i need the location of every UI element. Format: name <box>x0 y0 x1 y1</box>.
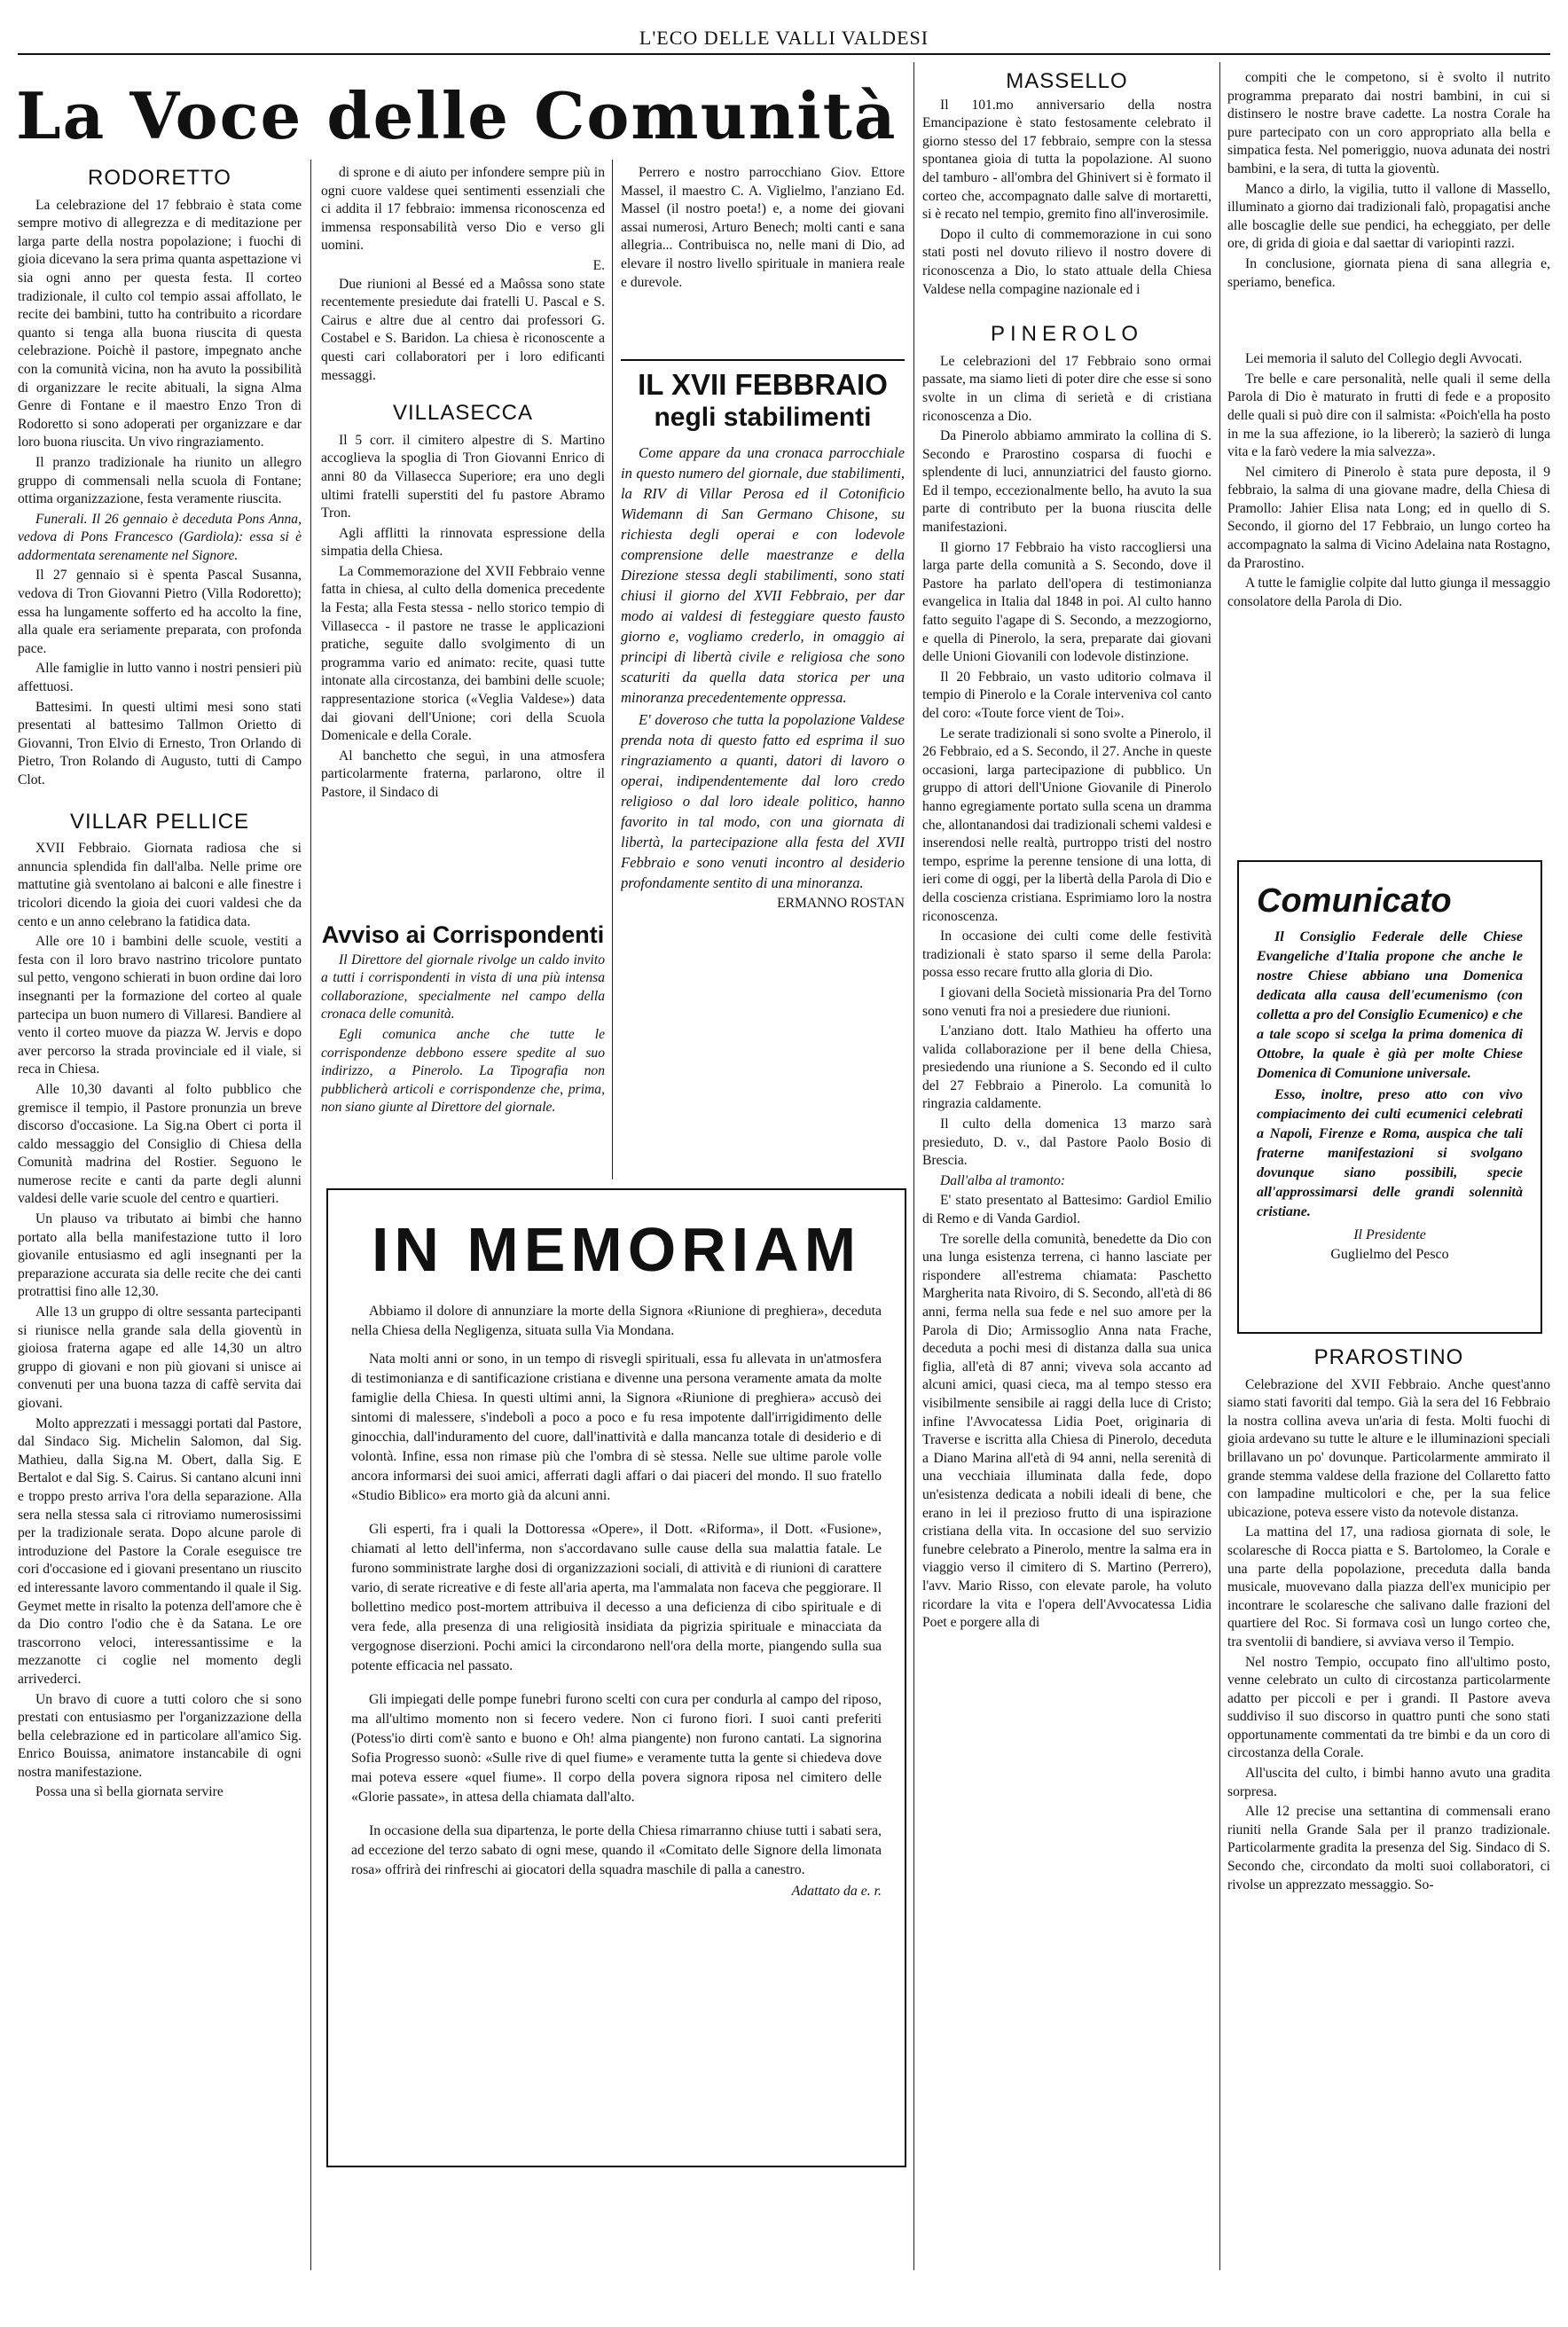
memoriam-box <box>326 1188 906 2167</box>
section-title-massello: MASSELLO <box>1006 69 1128 93</box>
paragraph: Tre sorelle della comunità, benedette da Dio con una lunga esistenza terrena, ci hanno lasciate per rispondere all'estrema chiamata: Paschetto Margherita nata Rivoiro, di S. Secondo, all'età di 86 anni, ferma nella sua fede e nel suo amore per la Parola di Dio; Armissoglio Anna nata Frache, deceduta a pochi mesi di distanza dalla sua unica figlia, all'età di 87 anni; viveva sola accanto ad alcuni amici, quasi cieca, ma al tempo stesso era visibilmente sensibile ai raggi della luce di Cristo; infine l'Avvocatessa Lidia Poet, originaria di Traverse e iscritta alla Chiesa di Pinerolo, deceduta a Diano Marina all'età di 94 anni, nella serenità di una vecchiaia illuminata dalla fede, dopo un'esistenza dedicata a nobili ideali di bene, che erano in lei il prezioso frutto di una ispirazione cristiana della vita. In occasione del suo servizio funebre celebrato a Pinerolo, mentre la salma era in viaggio verso il cimitero di S. Martino (Perrero), l'avv. Mario Risso, con elevate parole, ha voluto ricordare la vita e l'opera dell'Avvocatessa Lidia Poet e porgere alla di <box>922 1231 1211 1631</box>
paragraph: Il 101.mo anniversario della nostra Emancipazione è stato festosamente celebrato il giorno stesso del 17 febbraio, sempre con la stessa spontanea gioia di tutta la popolazione. Al suono del tamburo - all'ombra del Ghinivert si è formato il corteo che, accompagnato dalle salve di mortaretti, si è recato nel tempio, gremito fino all'inverosimile. <box>922 97 1211 223</box>
paragraph: Alle 13 un gruppo di oltre sessanta partecipanti si riunisce nella grande sala della gioventù in gioiosa fraterna agape ed alle 14,30 un altro gruppo di giovani e non più giovani si unisce ai convenuti per una buona tazza di caffè servita dai giovani. <box>18 1305 302 1411</box>
febbraio-article <box>621 359 905 1181</box>
paragraph: I giovani della Società missionaria Pra del Torno sono venuti fra noi a presiedere due riunioni. <box>922 984 1211 1019</box>
memoriam-body <box>328 1302 905 1901</box>
column-rule <box>1219 62 1220 2270</box>
paragraph: Un plauso va tributato ai bimbi che hanno portato alla bella manifestazione tutto il loro giovanile entusiasmo ed agli insegnanti per la preparazione accurata sia delle recite che dei canti protrattisi fino alle 12,30. <box>18 1211 302 1300</box>
column-2 <box>321 164 605 918</box>
paragraph: Esso, inoltre, preso atto con vivo compiacimento dei culti ecumenici celebrati a Napoli, Firenze e Roma, auspica che tali fraterne manifestazioni si svolgano dovunque siano possibili, specie all'approssimarsi delle grandi solennità cristiane. <box>1257 1087 1523 1219</box>
paragraph: In occasione dei culti come delle festività tradizionali è stato sparso il seme della Parola: possa esso recare frutto alla gloria di Dio. <box>922 928 1211 981</box>
paragraph: Nel cimitero di Pinerolo è stata pure deposta, il 9 febbraio, la salma di una giovane madre, della Chiesa di Pramollo: Jahier Elisa nata Long; ed in quello di S. Secondo, il giorno del 17 Febbraio, un lungo corteo ha accompagnato la salma di Vicino Adelaina nata Rostagno, da Prarostino. <box>1227 464 1550 571</box>
paragraph: Come appare da una cronaca parrocchiale in questo numero del giornale, due stabilimenti, la RIV di Villar Perosa ed il Cotonificio Widemann di San Germano Chisone, su richiesta degli operai e con lodevole comprensione delle maestranze e della Direzione stessa degli stabilimenti, sono stati chiusi il giorno del XVII Febbraio, per dar modo ai valdesi di festeggiare questo fausto giorno e, vogliamo crederlo, in omaggio ai principi di libertà civile e religiosa che sono scaturiti da quella data storica per una minoranza precedentemente oppressa. <box>621 444 905 706</box>
paragraph: Le serate tradizionali si sono svolte a Pinerolo, il 26 Febbraio, ed a S. Secondo, il 27. Anche in queste occasioni, larga partecipazione di pubblico. Un gruppo di attori dell'Unione Giovanile di Pinerolo hanno egregiamente portato sulla scena un dramma che, allontanandosi dai tradizionali schemi valdesi e inserendosi nelle realtà, purtroppo tristi del nostro tempo, esprime la perenne tensione di una lotta, di ieri come di oggi, per la libertà della Parola di Dio e della coscienza cristiana. Esprimiamo loro la nostra riconoscenza. <box>922 725 1211 924</box>
paragraph: All'uscita del culto, i bimbi hanno avuto una gradita sorpresa. <box>1227 1766 1550 1799</box>
page-headline: La Voce delle Comunità <box>16 78 898 153</box>
paragraph: Dall'alba al tramonto: <box>940 1172 1066 1188</box>
paragraph: Il culto della domenica 13 marzo sarà presieduto, D. v., dal Pastore Paolo Bosio di Brescia. <box>922 1116 1211 1169</box>
paragraph: Il Direttore del giornale rivolge un caldo invito a tutti i corrispondenti in vista di una più intensa collaborazione, specialmente nel campo della cronaca delle comunità. <box>321 952 605 1022</box>
avviso-title: Avviso ai Corrispondenti <box>321 922 605 948</box>
paragraph: Battesimi. In questi ultimi mesi sono stati presentati al battesimo Tallmon Orietto di Giovanni, Tron Elvio di Ernesto, Tron Orlando di Pietro, Tron Rolando di Augusto, tutti di Campo Clot. <box>18 699 302 787</box>
paragraph: Il 20 Febbraio, un vasto uditorio colmava il tempio di Pinerolo e la Corale interveniva col canto del coro: «Toute force vient de Toi». <box>922 669 1211 721</box>
paragraph: Le celebrazioni del 17 Febbraio sono ormai passate, ma siamo lieti di poter dire che esse si sono svolte in un clima di serietà e di cristiana riconoscenza a Dio. <box>922 353 1211 424</box>
section-title-pinerolo: PINEROLO <box>990 322 1144 347</box>
column-rule <box>310 160 311 2270</box>
paragraph: Alle famiglie in lutto vanno i nostri pensieri più affettuosi. <box>18 661 302 695</box>
masthead: L'ECO DELLE VALLI VALDESI <box>18 27 1550 55</box>
column-rule <box>913 62 914 2270</box>
paragraph: XVII Febbraio. Giornata radiosa che si annuncia splendida fin dall'alba. Nelle prime ore mattutine già sventolano ai balconi e alle finestre i tricolori dicendo la gioia dei cuori valdesi che da cento e un anno celebrano la fatidica data. <box>18 841 302 929</box>
prarostino-article <box>1227 1344 1550 2275</box>
paragraph: Manco a dirlo, la vigilia, tutto il vallone di Massello, illuminato a giorno dai tradizionali falò, propagatisi anche alle boscaglie delle sue pendici, ha echeggiato, per delle ore, di grida di gioia e dal saettar di variopinti razzi. <box>1227 181 1550 252</box>
paragraph: Alle ore 10 i bambini delle scuole, vestiti a festa con il loro bravo nastrino tricolore puntato sul petto, vengono schierati in buon ordine dai loro insegnanti per la formazione del corteo al quale partecipa un buon numero di Villaresi. Bandiere al vento il corteo muove da piazza W. Jervis e dopo aver percorso la strada provinciale ed il viale, si reca in Chiesa. <box>18 934 302 1077</box>
paragraph: Alle 12 precise una settantina di commensali erano riuniti nella Grande Sala per il pranzo tradizionale. Particolarmente gradita la presenza del Sig. Sindaco di S. Secondo che, circondato da molti suoi collaboratori, ci rivolse un apprezzato messaggio. So- <box>1227 1804 1550 1892</box>
paragraph: La celebrazione del 17 febbraio è stata come sempre motivo di allegrezza e di meditazione per larga parte della nostra popolazione; i fuochi di gioia dicevano la sera prima quanta aspettazione vi sia ogni anno per questa festa. Il corteo tradizionale, il culto col tempio assai affollato, le recite dei bambini, tutto ha contribuito a ricordare quanto si tenga alla buona riuscita di questa celebrazione. Poichè il pastore, impegnato anche con la comunità vicina, non ha avuto la possibilità di organizzare le recite abituali, la signa Alma Genre di Fontane e il maestro Enzo Tron di Rodoretto si sono adoperati per organizzare e dar loro buona riuscita. Un vivo ringraziamento. <box>18 197 302 451</box>
paragraph: Molto apprezzati i messaggi portati dal Pastore, dal Sindaco Sig. Michelin Salomon, dal Sig. Mathieu, dalla Sig.na M. Obert, dalla Sig. E Bertalot e dal Sig. S. Cairus. Si cantano alcuni inni e troppo presto arriva l'ora della separazione. Alla sera nella stessa sala ci ritroviamo numerosissimi per la tradizionale serata. Dopo alcune parole di introduzione del Pastore la Corale eseguisce tre cori d'occasione ed i giovani presentano un riuscito ed interessante lavoro commentando il quale il Sig. Geymet mette in risalto la potenza dell'amore che è da Dio contro l'odio che è da Satana. Le ore trascorrono veloci, interessantissime e la mezzanotte ci coglie nel momento degli arrivederci. <box>18 1415 302 1687</box>
paragraph: Alle 10,30 davanti al folto pubblico che gremisce il tempio, il Pastore pronunzia un breve discorso d'occasione. La Sig.na Obert ci porta il caldo messaggio del Consiglio di Chiesa della Comunità madrina del Rostier. Seguono le numerose recite e canti da parte degli alunni valdesi delle varie scuole del centro e quartieri. <box>18 1081 302 1207</box>
signature-role: Il Presidente <box>1353 1227 1426 1242</box>
paragraph: L'anziano dott. Italo Mathieu ha offerto una valida collaborazione per il bene della Chiesa, presiedendo una riunione a S. Secondo ed il culto del 27 Febbraio a Pinerolo. La comunità lo ringrazia caldamente. <box>922 1023 1211 1112</box>
column-3 <box>621 164 905 350</box>
paragraph: La mattina del 17, una radiosa giornata di sole, le scolaresche di Rocca piatta e S. Bartolomeo, la Corale e una parte della popolazione, preceduta dalla banda musicale, muovevano dalla piazza dell'ex municipio per incontrare le scolaresche che salivano dalle frazioni del quartiere del Roc. Si formava così un lungo corteo che, tra sventolii di bandiere, si avviava verso il Tempio. <box>1227 1524 1550 1649</box>
paragraph: Agli afflitti la rinnovata espressione della simpatia della Chiesa. <box>321 525 605 560</box>
paragraph: In occasione della sua dipartenza, le porte della Chiesa rimarranno chiuse tutti i sabati sera, ad eccezione del terzo sabato di ogni mese, quando il «Comitato delle Signore della limonata rosa» offrirà dei rinfreschi ai giocatori della squadra maschile di palla a canestro. <box>351 1823 882 1877</box>
paragraph: Perrero e nostro parrocchiano Giov. Ettore Massel, il maestro C. A. Viglielmo, l'anziano Ed. Massel (il nostro poeta!) e, a nome dei giovani assai numerosi, Arturo Benech; molti canti e sana allegria... Contribuisca no, nelle mani di Dio, ad elevare il nostro livello spirituale in maniera reale e durevole. <box>621 165 905 290</box>
paragraph: Un bravo di cuore a tutti coloro che si sono prestati con entusiasmo per l'organizzazione della bella celebrazione ed in particolare all'amico Sig. Enrico Bouissa, animatore instancabile di ogni nostra manifestazione. <box>18 1691 302 1780</box>
signature: Adattato da e. r. <box>791 1884 882 1899</box>
paragraph: La Commemorazione del XVII Febbraio venne fatta in chiesa, al culto della domenica precedente la Festa; alla Festa stessa - nello storico tempio di Villasecca - il pastore ne trasse le applicazioni pratiche, seguite dallo svolgimento di un programma vario ed animato: recite, quasi tutte intonate alla circostanza, dei bambini delle scuole; rappresentazione storica («Veglia Valdese») data dai giovani dell'Unione; cori della Scuola Domenicale e della Corale. <box>321 563 605 744</box>
comunicato-box <box>1237 860 1542 1334</box>
avviso-block <box>321 922 605 1179</box>
column-1 <box>18 164 302 2275</box>
comunicato-title: Comunicato <box>1257 882 1452 920</box>
paragraph: Nel nostro Tempio, occupato fino all'ultimo posto, venne celebrato un culto di circostanza particolarmente adatto per piccoli e per i grandi. Il Pastore aveva suddiviso il suo discorso in quattro punti che sono stati opportunamente commentati da tre bimbi e da un coro di circostanza della Corale. <box>1227 1654 1550 1761</box>
signature: E. <box>592 257 605 273</box>
paragraph: Gli impiegati delle pompe funebri furono scelti con cura per condurla al campo del riposo, ma all'ultimo momento non si fecero vedere. Non ci furono fiori. I suoi canti preferiti (Potess'io dirti com'è santo e buono e Oh! alma piangente) non furono cantati. La signorina Sofia Progresso suonò: «Sulle rive di quel fiume» e veramente tutta la gente si chiedeva dove mai poteva essere «quel fiume». Il corpo della povera signora riposa nel cimitero delle «Glorie passate», in attesa della chiamata dall'alto. <box>351 1692 882 1805</box>
paragraph: Gli esperti, fra i quali la Dottoressa «Opere», il Dott. «Riforma», il Dott. «Fusione», chiamati al letto dell'inferma, non s'accordavano sulle cause della sua malattia fatale. Le furono somministrate larghe dosi di organizzazioni sociali, di attività e di riunioni di carattere vario, di serate ricreative e di feste all'aria aperta, ma l'ammalata non faceva che peggiorare. Il bollettino medico post-mortem attribuiva il decesso a una deficienza di cibo spirituale e di vera fede, alla presenza di una religiosità insidiata da pigrizia spirituale e minacciata da vergognose diserzioni. Pochi amici la circondarono nell'ora della morte, piangendo sulla sua potente efficacia nel passato. <box>351 1522 882 1673</box>
paragraph: Possa una sì bella giornata servire <box>35 1784 223 1800</box>
paragraph: di sprone e di aiuto per infondere sempre più in ogni cuore valdese quei sentimenti essenziali che ci addita il 17 febbraio: immensa riconoscenza ed immensa responsabilità verso Dio e verso gli uomini. <box>321 165 605 254</box>
paragraph: E' doveroso che tutta la popolazione Valdese prenda nota di questo fatto ed esprima il suo ringraziamento a quanti, datori di lavoro o operai, indipendentemente dal loro credo religioso o dal loro ideale politico, hanno favorito in tal modo, con una giornata di libertà, la partecipazione alla festa del XVII Febbraio e sono venuti incontro al desiderio profondamente sentito di una minoranza. <box>621 711 905 891</box>
column-5 <box>1227 69 1550 850</box>
signature-name: Guglielmo del Pesco <box>1330 1247 1449 1262</box>
paragraph: A tutte le famiglie colpite dal lutto giunga il messaggio consolatore della Parola di Dio. <box>1227 576 1550 609</box>
paragraph: Il giorno 17 Febbraio ha visto raccogliersi una larga parte della comunità a S. Secondo, dove il Pastore ha parlato dell'opera di testimonianza evangelica in Italia dal 1848 in poi. Al culto hanno fatto seguito l'agape di S. Secondo, a mezzogiorno, e quella di Pinerolo, la sera, preparate dai giovani delle Unioni Giovanili con lodevole distinzione. <box>922 539 1211 665</box>
section-title-villar-pellice: VILLAR PELLICE <box>69 809 250 834</box>
paragraph: Dopo il culto di commemorazione in cui sono stati posti nel dovuto rilievo il nostro dovere di riconoscenza a Dio, lo stato attuale della Chiesa Valdese nella compagine nazionale ed i <box>922 226 1211 297</box>
paragraph: Celebrazione del XVII Febbraio. Anche quest'anno siamo stati favoriti dal tempo. Già la sera del 16 Febbraio la nostra collina aveva un'aria di festa. Molti fuochi di gioia ardevano su tutte le alture e le illuminazioni speciali brillavano un po' dovunque. Particolarmente ammirato il grande stemma valdese della frazione del Collaretto fatto con lampadine multicolori e che, per la sua felice ubicazione, poteva essere visto da notevole distanza. <box>1227 1376 1550 1520</box>
paragraph: Nata molti anni or sono, in un tempo di risvegli spirituali, essa fu allevata in un'atmosfera di testimonianza e di santificazione cristiana e divenne una persona veramente amata da molte famiglie della Chiesa. In questi ultimi anni, la Signora «Riunione di preghiera» accusò dei sintomi di malessere, s'indebolì a poco a poco e fu resa impotente dall'irrigidimento delle ginocchia, dall'induramento del cuore, dall'inattività e dalla mancanza totale di desiderio e di volontà. Infine, essa non rimase più che l'ombra di sè stessa. Nelle sue ultime parole volle ancora informarsi dei suoi amici, afferrati dagli affari o dai piaceri del mondo. Il suo fratello «Studio Biblico» era morto già da alcuni anni. <box>351 1352 882 1503</box>
column-4 <box>922 69 1211 2277</box>
paragraph: Tre belle e care personalità, nelle quali il seme della Parola di Dio è maturato in frutti di fede e a proposito delle quali si può dire con il salmista: «Poich'ella ha posto in me la sua affezione, io la libererò; la sazierò di lunga vita e la farò vedere la mia salvezza». <box>1227 371 1550 460</box>
paragraph: Lei memoria il saluto del Collegio degli Avvocati. <box>1245 351 1523 367</box>
paragraph: Egli comunica anche che tutte le corrispondenze debbono essere spedite al suo indirizzo, a Pinerolo. La Tipografia non pubblicherà articoli e corrispondenze che, prima, non siano giunte al Direttore del giornale. <box>321 1026 605 1116</box>
paragraph: E' stato presentato al Battesimo: Gardiol Emilio di Remo e di Vanda Gardiol. <box>922 1193 1211 1227</box>
febbraio-subtitle: negli stabilimenti <box>654 403 872 432</box>
comunicato-body <box>1239 922 1541 1265</box>
paragraph: compiti che le competono, si è svolto il nutrito programma preparato dai nostri bambini, in cui si distinsero le nostre brave cadette. La nostra Corale ha pure partecipato con un coro appropriato alla bella e simpatica festa. Nel pomeriggio, nuova adunata dei nostri bambini, e la sera, di tutta la gioventù. <box>1227 70 1550 176</box>
paragraph: Abbiamo il dolore di annunziare la morte della Signora «Riunione di preghiera», deceduta nella Chiesa della Negligenza, situata sulla Via Mondana. <box>351 1304 882 1338</box>
signature: ERMANNO ROSTAN <box>777 896 905 911</box>
paragraph: Due riunioni al Bessé ed a Maôssa sono state recentemente presiedute dai fratelli U. Pascal e S. Cairus e altre due al centro dai professori G. Costabel e S. Baridon. La chiesa è riconoscente a questi cari collaboratori per i loro edificanti messaggi. <box>321 276 605 383</box>
section-title-prarostino: PRAROSTINO <box>1313 1345 1464 1369</box>
febbraio-title: IL XVII FEBBRAIO <box>638 368 888 401</box>
section-title-villasecca: VILLASECCA <box>392 401 534 426</box>
paragraph: In conclusione, giornata piena di sana allegria e, speriamo, benefica. <box>1227 255 1550 290</box>
section-title-rodoretto: RODORETTO <box>88 166 231 190</box>
paragraph: Il pranzo tradizionale ha riunito un allegro gruppo di commensali nella scuola di Fontane; ottima organizzazione, festa veramente riuscita. <box>18 454 302 507</box>
paragraph: Il 27 gennaio si è spenta Pascal Susanna, vedova di Tron Giovanni Pietro (Villa Rodoretto); essa ha lungamente sofferto ed ha accolto la fine, alla quale era seriamente preparata, con profonda pace. <box>18 568 302 656</box>
paragraph: Funerali. Il 26 gennaio è deceduta Pons Anna, vedova di Pons Francesco (Gardiola): essa si è addormentata serenamente nel Signore. <box>18 511 302 563</box>
paragraph: Il Consiglio Federale delle Chiese Evangeliche d'Italia propone che anche le nostre Chiese abbiano una Domenica dedicata alla causa dell'ecumenismo (con colletta a pro del Consiglio Ecumenico) e che a tale scopo si scelga la prima domenica di Ottobre, la quale è già per molte Chiese Domenica di Comunione universale. <box>1257 929 1523 1081</box>
paragraph: Il 5 corr. il cimitero alpestre di S. Martino accoglieva la spoglia di Tron Giovanni Enrico di anni 80 da Villasecca Superiore; era uno degli ultimi fratelli superstiti del fu pastore Abramo Tron. <box>321 432 605 521</box>
memoriam-title: IN MEMORIAM <box>371 1215 862 1284</box>
paragraph: Da Pinerolo abbiamo ammirato la collina di S. Secondo e Prarostino cosparsa di fuochi e splendente di luci, annunziatrici del fausto giorno. Ed il tempo, eccezionalmente bello, ha avuto la sua parte di contributo per la buona riuscita delle manifestazioni. <box>922 428 1211 536</box>
paragraph: Al banchetto che seguì, in una atmosfera particolarmente fraterna, parlarono, oltre il Pastore, il Sindaco di <box>321 748 605 800</box>
column-rule <box>612 160 613 1179</box>
